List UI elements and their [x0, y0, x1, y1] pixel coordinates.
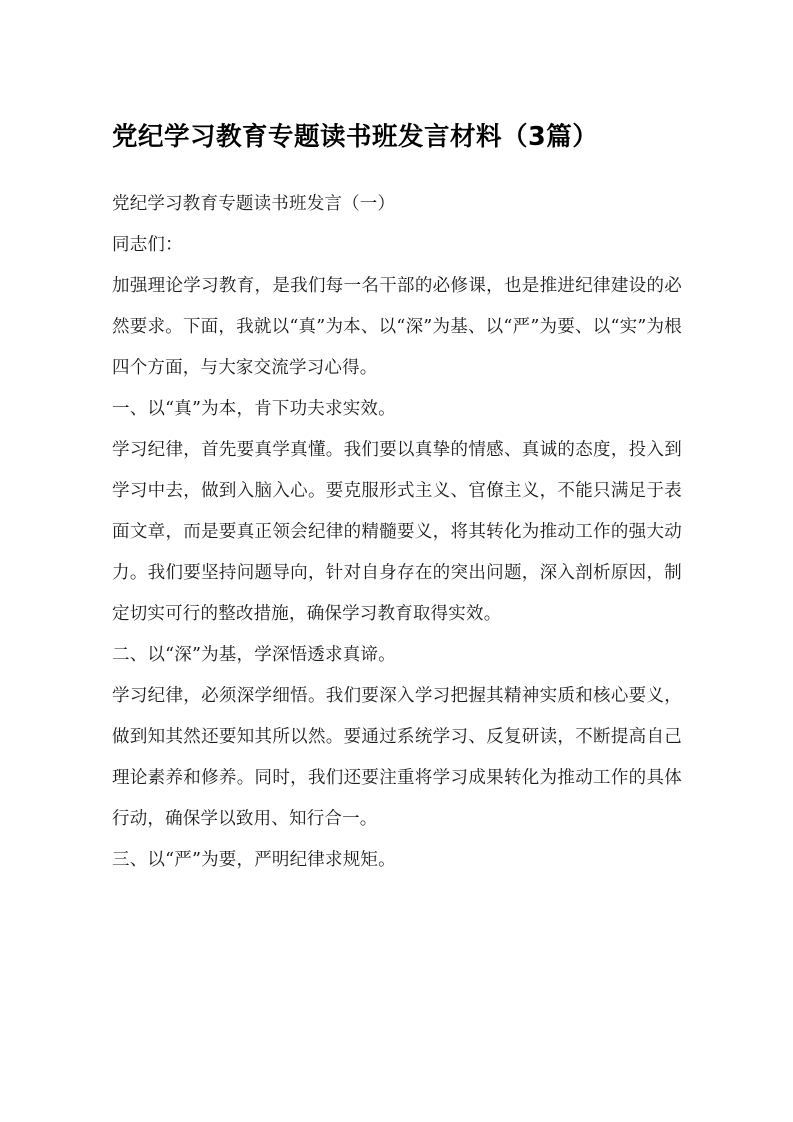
paragraph-1: 党纪学习教育专题读书班发言（一）	[112, 194, 396, 215]
paragraph-3: 加强理论学习教育，是我们每一名干部的必修课，也是推进纪律建设的必然要求。下面，我就以“真”为本、以“深”为基、以“严”为要、以“实”为根四个方面，与大家交流学习心得。	[112, 276, 682, 379]
paragraph-6: 二、以“深”为基，学深悟透求真谛。	[112, 645, 396, 666]
paragraph-8: 三、以“严”为要，严明纪律求规矩。	[112, 850, 396, 871]
page-title: 党纪学习教育专题读书班发言材料（3篇）	[112, 122, 599, 152]
document-body	[112, 118, 682, 881]
paragraph-4: 一、以“真”为本，肯下功夫求实效。	[112, 399, 396, 420]
paragraph-2: 同志们：	[112, 235, 183, 256]
paragraph-5: 学习纪律，首先要真学真懂。我们要以真挚的情感、真诚的态度，投入到学习中去，做到入脑入心。要克服形式主义、官僚主义，不能只满足于表面文章，而是要真正领会纪律的精髓要义，将其转化为推动工作的强大动力。我们要坚持问题导向，针对自身存在的突出问题，深入剖析原因，制定切实可行的整改措施，确保学习教育取得实效。	[112, 440, 682, 625]
paragraph-7: 学习纪律，必须深学细悟。我们要深入学习把握其精神实质和核心要义，做到知其然还要知其所以然。要通过系统学习、反复研读，不断提高自己理论素养和修养。同时，我们还要注重将学习成果转化为推动工作的具体行动，确保学以致用、知行合一。	[112, 686, 682, 830]
